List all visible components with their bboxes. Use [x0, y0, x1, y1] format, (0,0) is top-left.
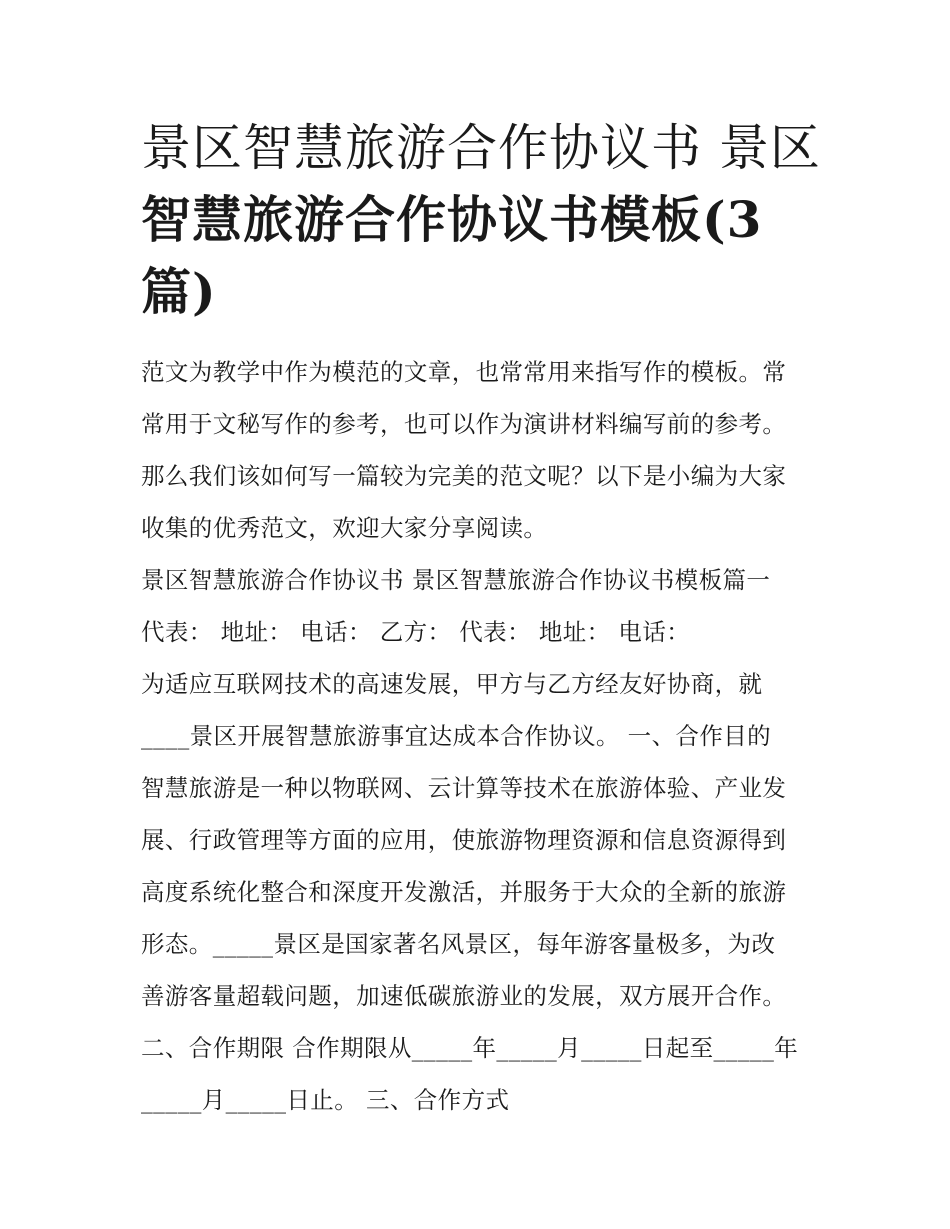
title-line: 篇): [141, 262, 217, 321]
body-line: ____景区开展智慧旅游事宜达成本合作协议。 一、合作目的: [141, 722, 772, 750]
body-line: 为适应互联网技术的高速发展，甲方与乙方经友好协商，就: [141, 670, 763, 698]
body-line: 那么我们该如何写一篇较为完美的范文呢？以下是小编为大家: [141, 462, 787, 490]
body-line: 善游客量超载问题，加速低碳旅游业的发展，双方展开合作。: [141, 982, 787, 1010]
body-line: _____月_____日止。 三、合作方式: [141, 1086, 510, 1114]
body-line: 形态。_____景区是国家著名风景区，每年游客量极多，为改: [141, 930, 776, 958]
body-line: 高度系统化整合和深度开发激活，并服务于大众的全新的旅游: [141, 878, 787, 906]
body-line: 二、合作期限 合作期限从_____年_____月_____日起至_____年: [141, 1034, 799, 1062]
body-line: 智慧旅游是一种以物联网、云计算等技术在旅游体验、产业发: [141, 774, 787, 802]
document-title: [141, 112, 821, 328]
body-line: 范文为教学中作为模范的文章，也常常用来指写作的模板。常: [141, 358, 787, 386]
body-line: 代表： 地址： 电话： 乙方： 代表： 地址： 电话：: [141, 618, 691, 646]
document-body: [141, 346, 821, 1126]
body-line: 常用于文秘写作的参考，也可以作为演讲材料编写前的参考。: [141, 410, 787, 438]
title-line: 智慧旅游合作协议书模板(3: [141, 190, 763, 249]
section-heading: 景区智慧旅游合作协议书 景区智慧旅游合作协议书模板篇一: [141, 566, 771, 594]
body-line: 收集的优秀范文，欢迎大家分享阅读。: [141, 514, 548, 542]
document-page: [141, 112, 821, 1126]
title-line: 景区智慧旅游合作协议书 景区: [141, 119, 821, 177]
body-line: 展、行政管理等方面的应用，使旅游物理资源和信息资源得到: [141, 826, 787, 854]
